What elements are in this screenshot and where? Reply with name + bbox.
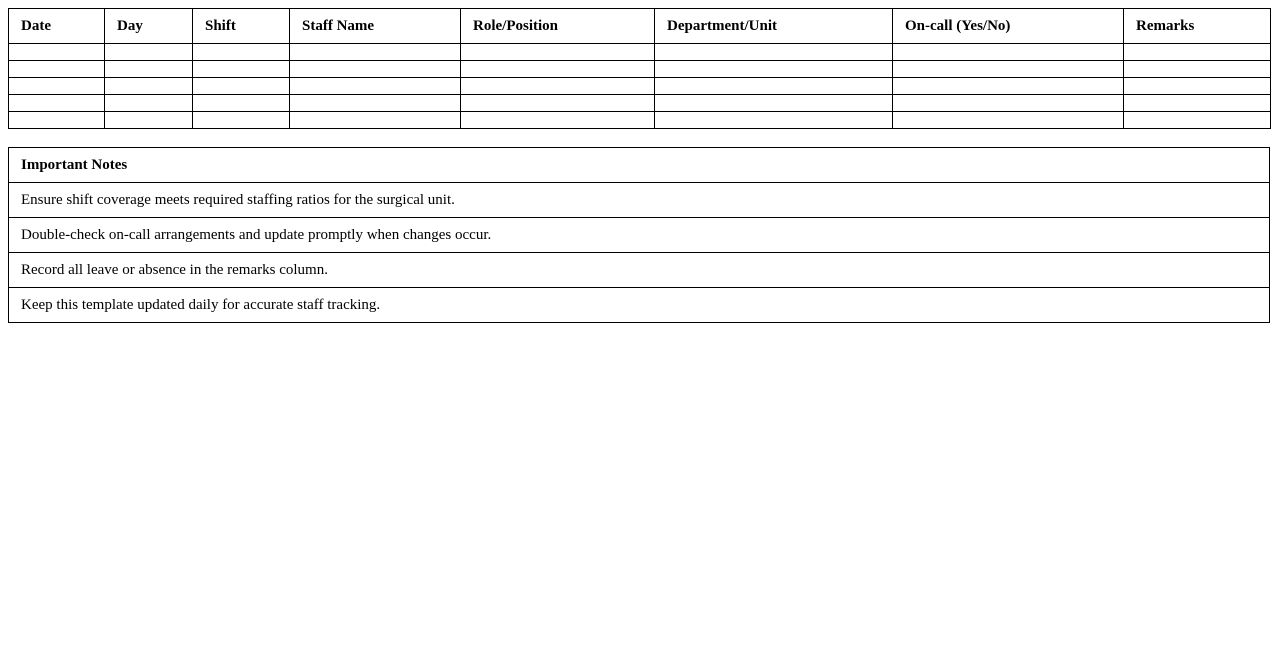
staff-roster-table bbox=[8, 8, 1271, 129]
table-cell bbox=[1124, 112, 1271, 129]
table-cell bbox=[193, 112, 290, 129]
table-cell bbox=[461, 61, 655, 78]
table-row bbox=[9, 78, 1271, 95]
notes-header-row bbox=[9, 148, 1270, 183]
table-cell bbox=[461, 44, 655, 61]
column-header-department-unit: Department/Unit bbox=[655, 9, 893, 44]
table-cell bbox=[893, 44, 1124, 61]
note-item: Ensure shift coverage meets required staffing ratios for the surgical unit. bbox=[9, 183, 1270, 218]
table-cell bbox=[893, 78, 1124, 95]
column-header-shift: Shift bbox=[193, 9, 290, 44]
column-header-remarks: Remarks bbox=[1124, 9, 1271, 44]
table-row bbox=[9, 61, 1271, 78]
table-cell bbox=[655, 95, 893, 112]
table-cell bbox=[290, 44, 461, 61]
table-cell bbox=[9, 78, 105, 95]
table-header-row bbox=[9, 9, 1271, 44]
table-cell bbox=[1124, 78, 1271, 95]
table-cell bbox=[193, 44, 290, 61]
table-cell bbox=[193, 61, 290, 78]
notes-title: Important Notes bbox=[9, 148, 1270, 183]
table-cell bbox=[290, 95, 461, 112]
table-cell bbox=[9, 112, 105, 129]
table-cell bbox=[655, 78, 893, 95]
table-cell bbox=[461, 112, 655, 129]
important-notes-table bbox=[8, 147, 1270, 323]
table-cell bbox=[290, 78, 461, 95]
table-cell bbox=[105, 95, 193, 112]
note-row bbox=[9, 183, 1270, 218]
table-cell bbox=[105, 78, 193, 95]
column-header-role-position: Role/Position bbox=[461, 9, 655, 44]
note-row bbox=[9, 288, 1270, 323]
column-header-date: Date bbox=[9, 9, 105, 44]
table-cell bbox=[290, 61, 461, 78]
note-item: Double-check on-call arrangements and update promptly when changes occur. bbox=[9, 218, 1270, 253]
table-cell bbox=[193, 78, 290, 95]
table-cell bbox=[1124, 95, 1271, 112]
table-cell bbox=[1124, 44, 1271, 61]
column-header-on-call: On-call (Yes/No) bbox=[893, 9, 1124, 44]
note-item: Record all leave or absence in the remarks column. bbox=[9, 253, 1270, 288]
table-row bbox=[9, 112, 1271, 129]
table-cell bbox=[290, 112, 461, 129]
table-cell bbox=[9, 44, 105, 61]
note-item: Keep this template updated daily for accurate staff tracking. bbox=[9, 288, 1270, 323]
table-cell bbox=[655, 112, 893, 129]
table-cell bbox=[1124, 61, 1271, 78]
table-cell bbox=[193, 95, 290, 112]
table-cell bbox=[893, 95, 1124, 112]
table-row bbox=[9, 95, 1271, 112]
table-cell bbox=[461, 95, 655, 112]
table-cell bbox=[105, 44, 193, 61]
table-cell bbox=[893, 112, 1124, 129]
table-cell bbox=[655, 44, 893, 61]
table-cell bbox=[9, 61, 105, 78]
table-cell bbox=[893, 61, 1124, 78]
table-row bbox=[9, 44, 1271, 61]
column-header-day: Day bbox=[105, 9, 193, 44]
note-row bbox=[9, 253, 1270, 288]
table-cell bbox=[105, 112, 193, 129]
table-cell bbox=[9, 95, 105, 112]
table-cell bbox=[461, 78, 655, 95]
table-cell bbox=[655, 61, 893, 78]
table-cell bbox=[105, 61, 193, 78]
note-row bbox=[9, 218, 1270, 253]
column-header-staff-name: Staff Name bbox=[290, 9, 461, 44]
